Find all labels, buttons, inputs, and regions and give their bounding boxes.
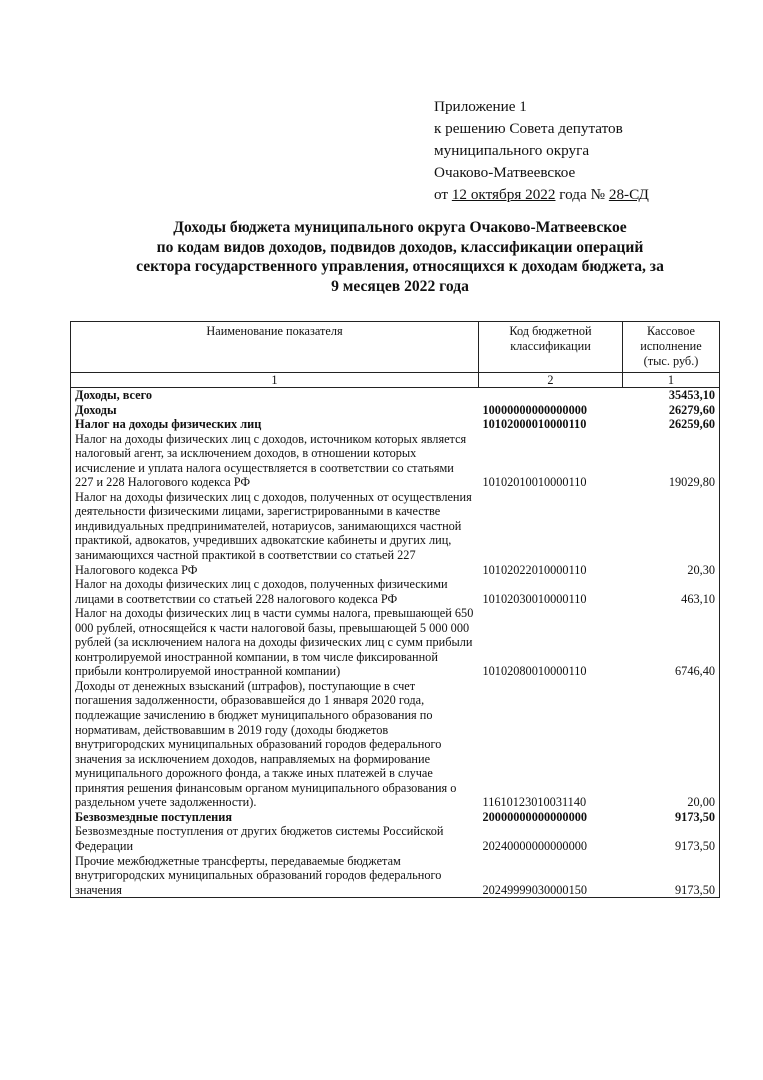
decision-date: 12 октября 2022 — [451, 186, 556, 203]
row-name: Доходы, всего — [71, 388, 479, 403]
row-name: Доходы — [71, 403, 479, 418]
row-value: 20,30 — [623, 490, 720, 577]
title-line-2: по кодам видов доходов, подвидов доходов, классификации операций — [156, 238, 644, 256]
table-row — [71, 854, 720, 898]
document-title — [100, 218, 700, 296]
date-mid: года № — [555, 186, 609, 203]
table-body — [71, 388, 720, 898]
row-value: 20,00 — [623, 679, 720, 810]
column-number: 2 — [479, 373, 623, 388]
row-code: 10102030010000110 — [482, 591, 587, 606]
row-name: Налог на доходы физических лиц с доходов, источником которых является налоговый агент, за исключением доходов, в отношении которых исчисление и уплата налога осуществляется в соответствии со статьями 227 и 228 Налогового кодекса РФ — [71, 432, 479, 490]
table-row — [71, 403, 720, 418]
title-line-4: 9 месяцев 2022 года — [331, 277, 469, 295]
row-value: 19029,80 — [623, 432, 720, 490]
decision-number: 28-СД — [608, 186, 649, 203]
appendix-decision: к решению Совета депутатов — [434, 120, 623, 137]
row-value: 463,10 — [623, 577, 720, 606]
appendix-date-line — [434, 184, 734, 206]
row-name: Безвозмездные поступления от других бюджетов системы Российской Федерации — [71, 824, 479, 853]
table-row — [71, 810, 720, 825]
column-number: 1 — [623, 373, 720, 388]
title-line-3: сектора государственного управления, относящихся к доходам бюджета, за — [136, 258, 664, 275]
table-row — [71, 490, 720, 577]
row-name: Безвозмездные поступления — [71, 810, 479, 825]
row-code: 10000000000000000 — [482, 402, 588, 417]
row-code: 20240000000000000 — [482, 838, 588, 853]
date-prefix: от — [434, 186, 452, 203]
row-name: Прочие межбюджетные трансферты, передаваемые бюджетам внутригородских муниципальных образований городов федерального значения — [71, 854, 479, 898]
row-name: Налог на доходы физических лиц с доходов, полученных физическими лицами в соответствии со статьей 228 налогового кодекса РФ — [71, 577, 479, 606]
header-code: Код бюджетной классификации — [479, 322, 623, 373]
row-code — [479, 388, 623, 403]
row-code: 20000000000000000 — [482, 809, 588, 824]
table-row — [71, 388, 720, 403]
column-number-row — [71, 373, 720, 388]
income-table — [70, 321, 720, 898]
row-value: 9173,50 — [623, 854, 720, 898]
row-value: 9173,50 — [623, 810, 720, 825]
table-row — [71, 417, 720, 432]
row-code: 20249999030000150 — [479, 854, 623, 898]
table-row — [71, 679, 720, 810]
row-code: 11610123010031140 — [482, 795, 587, 810]
header-execution: Кассовое исполнение (тыс. руб.) — [623, 322, 720, 373]
column-number: 1 — [71, 373, 479, 388]
header-name: Наименование показателя — [71, 322, 479, 373]
appendix-district: муниципального округа — [434, 142, 590, 159]
row-value: 26259,60 — [623, 417, 720, 432]
appendix-title: Приложение 1 — [434, 98, 527, 115]
appendix-header — [434, 96, 734, 206]
row-name: Налог на доходы физических лиц — [71, 417, 479, 432]
row-code: 10102080010000110 — [482, 664, 587, 679]
title-line-1: Доходы бюджета муниципального округа Очаково-Матвеевское — [173, 219, 627, 236]
row-name: Налог на доходы физических лиц в части суммы налога, превышающей 650 000 рублей, относящейся к части налоговой базы, превышающей 5 000 000 рублей (за исключением налога на доходы физических лиц с сумм прибыли контролируемой иностранной компании, в том числе фиксированной прибыли контролируемой иностранной компании) — [71, 606, 479, 679]
row-code: 10102022010000110 — [482, 562, 587, 577]
row-value: 26279,60 — [623, 403, 720, 418]
row-code: 10102010010000110 — [482, 475, 587, 490]
table-row — [71, 432, 720, 490]
row-name: Доходы от денежных взысканий (штрафов), поступающие в счет погашения задолженности, образовавшейся до 1 января 2020 года, подлежащие зачислению в бюджет муниципального образования по нормативам, действовавшим в 2019 году (доходы бюджетов внутригородских муниципальных образований городов федерального значения за исключением доходов, направляемых на формирование муниципального дорожного фонда, а также иных платежей в случае принятия решения финансовым органом муниципального образования о раздельном учете задолженности). — [71, 679, 479, 810]
table-row — [71, 824, 720, 853]
table-row — [71, 577, 720, 606]
row-code: 10102000010000110 — [482, 417, 587, 432]
table-row — [71, 606, 720, 679]
row-value: 9173,50 — [623, 824, 720, 853]
row-value: 35453,10 — [623, 388, 720, 403]
table-header-row — [71, 322, 720, 373]
row-value: 6746,40 — [623, 606, 720, 679]
appendix-district-name: Очаково-Матвеевское — [434, 164, 576, 181]
row-name: Налог на доходы физических лиц с доходов, полученных от осуществления деятельности физическими лицами, зарегистрированными в качестве индивидуальных предпринимателей, нотариусов, занимающихся частной практикой, адвокатов, учредивших адвокатские кабинеты и других лиц, занимающихся частной практикой в соответствии со статьей 227 Налогового кодекса РФ — [71, 490, 479, 577]
